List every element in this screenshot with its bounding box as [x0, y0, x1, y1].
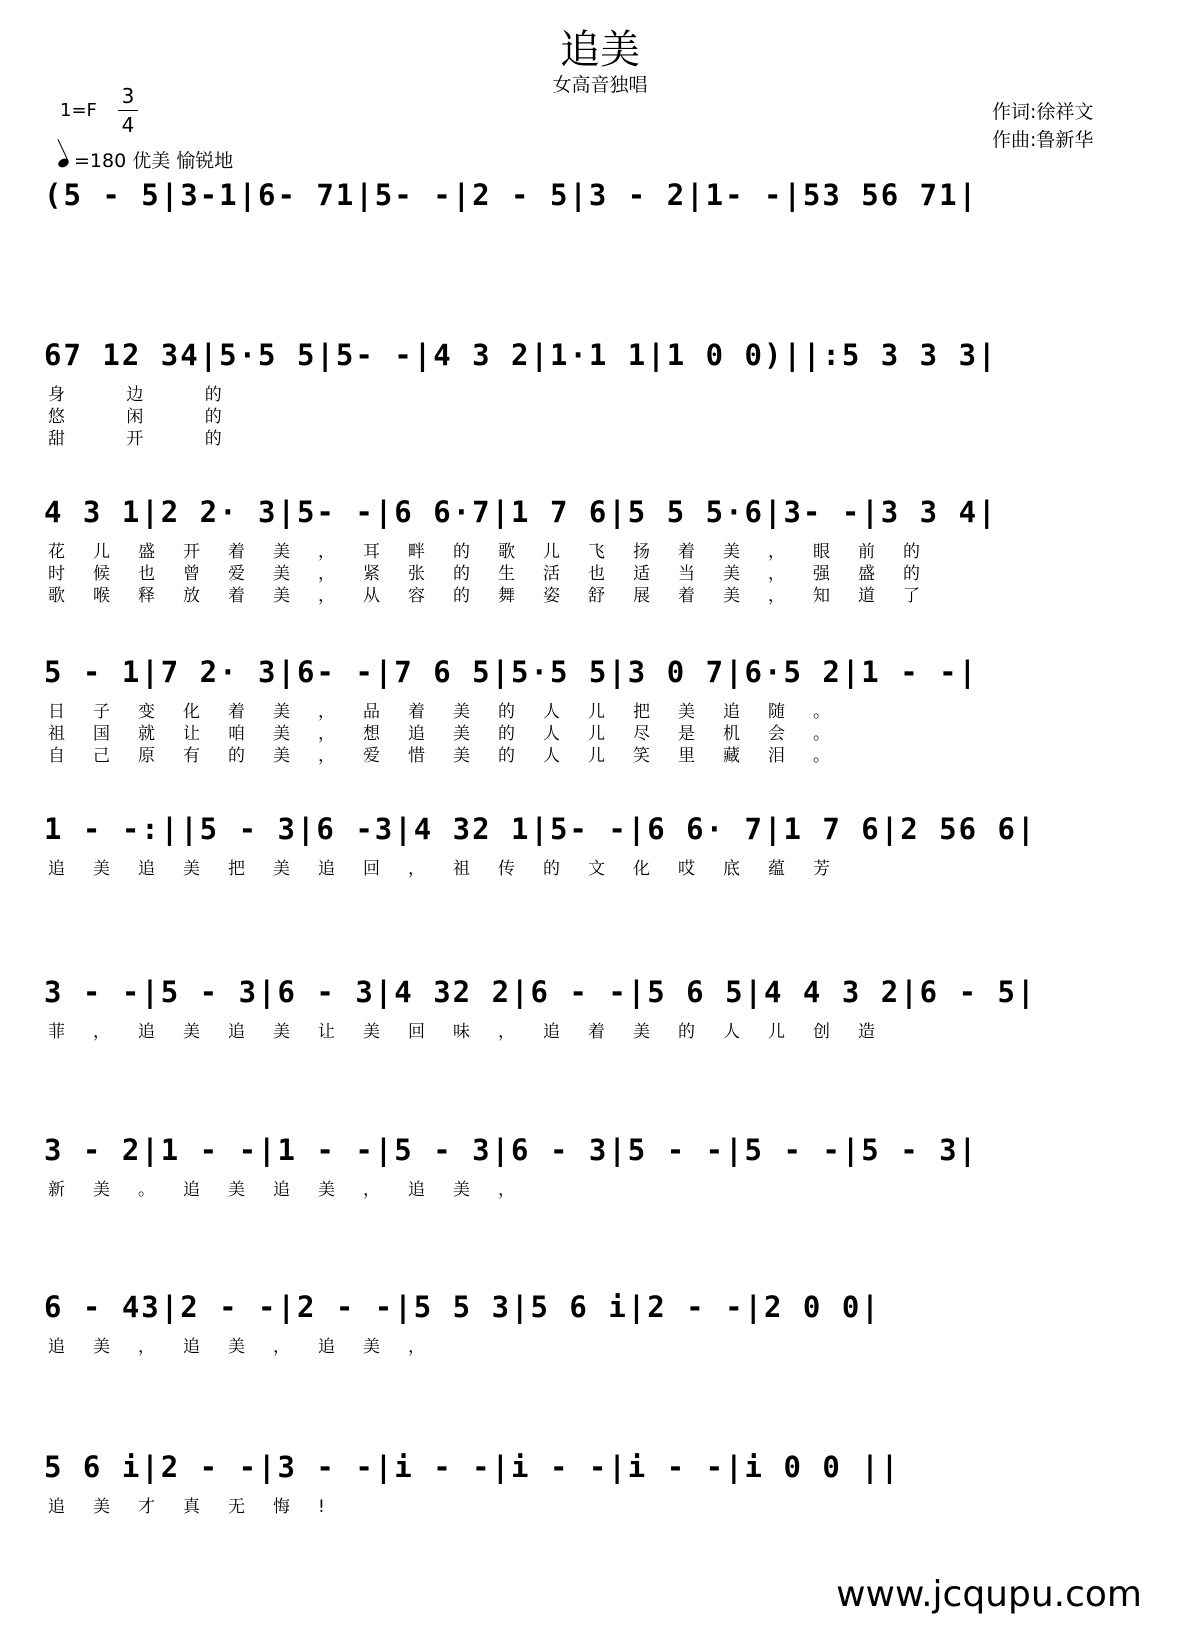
score-line-6-notes: 3 - -|5 - 3|6 - 3|4 32 2|6 - -|5 6 5|4 4 3 2|6 - 5| [44, 975, 1037, 1009]
watermark: www.jcqupu.com [836, 1574, 1142, 1615]
time-signature-bottom: 4 [121, 113, 135, 137]
score-line-7-lyrics-1: 新美。追美追美，追美， [48, 1180, 543, 1200]
score-line-8-notes: 6 - 43|2 - -|2 - -|5 5 3|5 6 i|2 - -|2 0 0| [44, 1290, 881, 1324]
score-line-4-lyrics-1: 日子变化着美，品着美的人儿把美追随。 [48, 702, 858, 722]
score-line-8-lyrics-1: 追美，追美，追美， [48, 1337, 453, 1357]
score-line-5-lyrics-1: 追美追美把美追回，祖传的文化哎底蕴芳 [48, 859, 858, 879]
song-title: 追美 [560, 27, 640, 73]
score-line-4-lyrics-3: 自己原有的美，爱惜美的人儿笑里藏泪。 [48, 746, 858, 766]
score-line-2-lyrics-2: 悠 闲 的 [48, 407, 250, 427]
score-line-3-lyrics-1: 花儿盛开着美，耳畔的歌儿飞扬着美，眼前的 [48, 542, 948, 562]
composer: 作曲:鲁新华 [992, 129, 1094, 151]
score-line-5-notes: 1 - -:||5 - 3|6 -3|4 32 1|5- -|6 6· 7|1 7 6|2 56 6| [44, 812, 1037, 846]
score-line-2-notes: 67 12 34|5·5 5|5- -|4 3 2|1·1 1|1 0 0)||:5 3 3 3| [44, 338, 998, 372]
score-line-3-lyrics-3: 歌喉释放着美，从容的舞姿舒展着美，知道了 [48, 586, 948, 606]
song-subtitle: 女高音独唱 [552, 74, 648, 96]
score-line-2-lyrics-1: 身 边 的 [48, 385, 250, 405]
tempo-text: =180 优美 愉锐地 [74, 150, 234, 172]
tempo-marking [58, 146, 233, 173]
score-line-6-lyrics-1: 菲，追美追美让美回味，追着美的人儿创造 [48, 1022, 903, 1042]
key-signature: 1=F [60, 100, 97, 121]
score-line-4-lyrics-2: 祖国就让咱美，想追美的人儿尽是机会。 [48, 724, 858, 744]
score-line-9-lyrics-1: 追美才真无悔! [48, 1497, 353, 1517]
score-line-4-notes: 5 - 1|7 2· 3|6- -|7 6 5|5·5 5|3 0 7|6·5 2|1 - -| [44, 655, 979, 689]
score-line-3-notes: 4 3 1|2 2· 3|5- -|6 6·7|1 7 6|5 5 5·6|3- -|3 3 4| [44, 495, 998, 529]
time-signature [118, 84, 138, 137]
score-line-1-notes: (5 - 5|3-1|6- 71|5- -|2 - 5|3 - 2|1- -|53 56 71| [44, 178, 979, 212]
credits [992, 98, 1093, 154]
score-line-9-notes: 5 6 i|2 - -|3 - -|i - -|i - -|i - -|i 0 0 || [44, 1450, 901, 1484]
quarter-note-icon [57, 157, 70, 169]
time-signature-top: 3 [121, 84, 135, 108]
lyricist: 作词:徐祥文 [992, 101, 1094, 123]
score-line-2-lyrics-3: 甜 开 的 [48, 429, 250, 449]
score-line-7-notes: 3 - 2|1 - -|1 - -|5 - 3|6 - 3|5 - -|5 - -|5 - 3| [44, 1133, 979, 1167]
score-line-3-lyrics-2: 时候也曾爱美，紧张的生活也适当美，强盛的 [48, 564, 948, 584]
